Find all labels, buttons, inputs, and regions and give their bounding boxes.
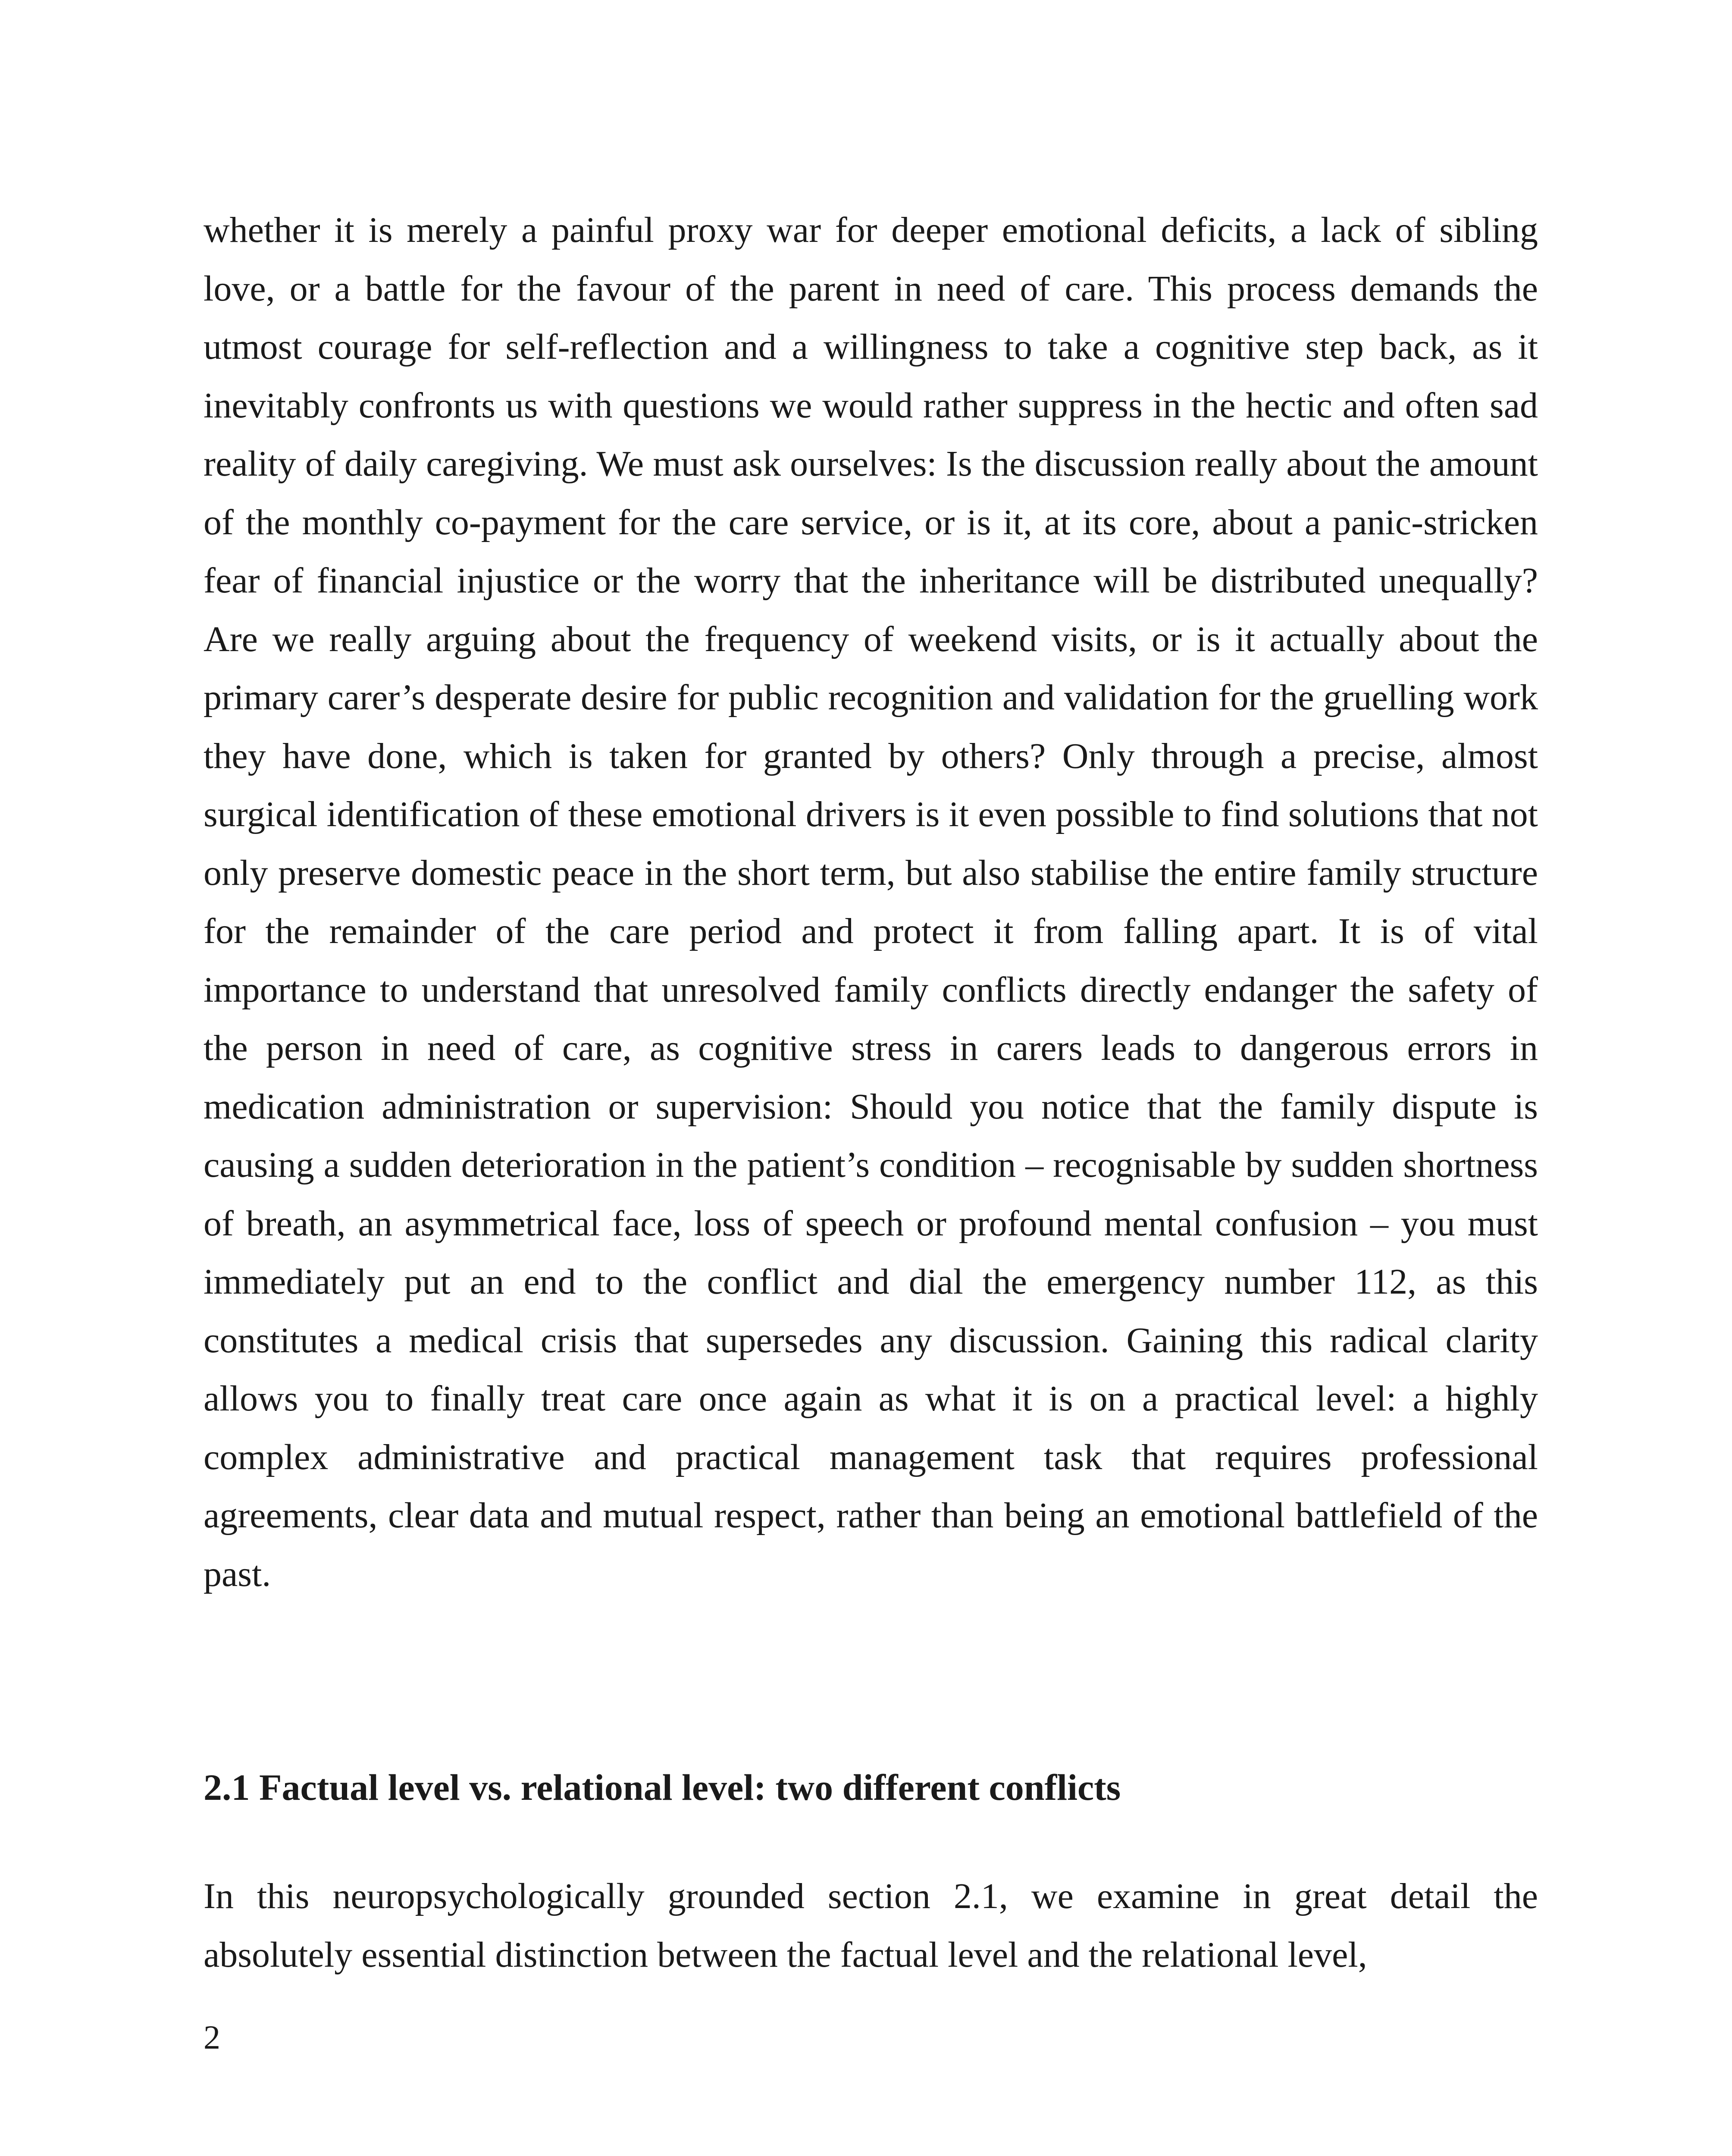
page-number: 2	[204, 2018, 220, 2056]
section-heading: 2.1 Factual level vs. relational level: two different conflicts	[204, 1767, 1121, 1808]
body-paragraph: In this neuropsychologically grounded section 2.1, we examine in great detail the absolutely essential distinction between the factual level and the relational level,	[204, 1876, 1538, 1975]
body-paragraph: whether it is merely a painful proxy war for deeper emotional deficits, a lack of sibling love, or a battle for the favour of the parent in need of care. This process demands the utmost courage for self-reflection and a willingness to take a cognitive step back, as it inevitably confronts us with questions we would rather suppress in the hectic and often sad reality of daily caregiving. We must ask ourselves: Is the discussion really about the amount of the monthly co-payment for the care service, or is it, at its core, about a panic-stricken fear of financial injustice or the worry that the inheritance will be distributed unequally? Are we really arguing about the frequency of weekend visits, or is it actually about the primary carer’s desperate desire for public recognition and validation for the gruelling work they have done, which is taken for granted by others? Only through a precise, almost surgical identification of these emotional drivers is it even possible to find solutions that not only preserve domestic peace in the short term, but also stabilise the entire family structure for the remainder of the care period and protect it from falling apart. It is of vital importance to understand that unresolved family conflicts directly endanger the safety of the person in need of care, as cognitive stress in carers leads to dangerous errors in medication administration or supervision: Should you notice that the family dispute is causing a sudden deterioration in the patient’s condition – recognisable by sudden shortness of breath, an asymmetrical face, loss of speech or profound mental confusion – you must immediately put an end to the conflict and dial the emergency number 112, as this constitutes a medical crisis that supersedes any discussion. Gaining this radical clarity allows you to finally treat care once again as what it is on a practical level: a highly complex administrative and practical management task that requires professional agreements, clear data and mutual respect, rather than being an emotional battlefield of the past.	[204, 210, 1538, 1594]
